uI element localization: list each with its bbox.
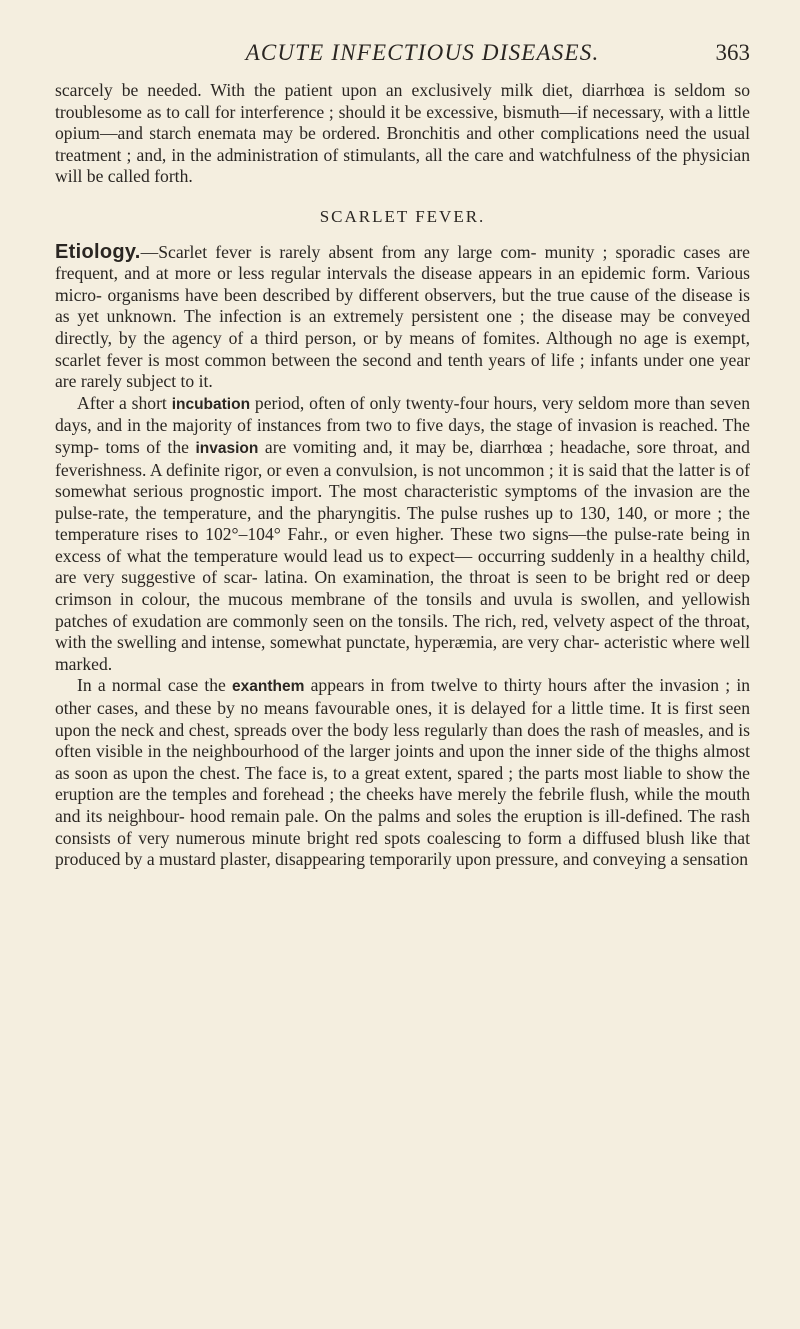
invasion-term: invasion [195, 439, 259, 457]
etiology-text: —Scarlet fever is rarely absent from any large com- munity ; sporadic cases are frequent, and at more or less regular intervals the disease appears in an epidemic form. Various micro- organisms have been described by different observers, but the true cause of the disease is as yet unknown. The infection is an extremely persistent one ; the disease may be conveyed directly, by the agency of a third person, or by means of fomites. Although no age is exempt, scarlet fever is most common between the second and tenth years of life ; infants under one year are rarely subject to it. [55, 241, 750, 392]
incubation-term: incubation [171, 395, 251, 413]
exanthem-text-after: appears in from twelve to thirty hours after the invasion ; in other cases, and these by no means favourable ones, it is delayed for a little time. It is first seen upon the neck and chest, spreads over the body less regularly than does the rash of measles, and is often visible in the neighbourhood of the larger joints and upon the inner side of the thighs almost as soon as upon the chest. The face is, to a great extent, spared ; the parts most liable to show the eruption are the temples and forehead ; the cheeks have merely the febrile flush, while the mouth and its neighbour- hood remain pale. On the palms and soles the eruption is ill-defined. The rash consists of very numerous minute bright red spots coalescing to form a diffused blush like that produced by a mustard plaster, disappearing temporarily upon pressure, and conveying a sensation [55, 675, 750, 870]
incubation-paragraph [55, 393, 750, 676]
exanthem-term: exanthem [232, 678, 305, 696]
etiology-label: Etiology. [55, 240, 141, 263]
incubation-text-middle: period, often of only twenty-four hours, very seldom more than seven days, and in the majority of instances from two to five days, the stage of invasion is reached. The symp- toms of the [55, 392, 751, 457]
body-text [55, 80, 750, 871]
exanthem-paragraph [55, 675, 750, 870]
page-number: 363 [715, 40, 750, 65]
incubation-text-after: are vomiting and, it may be, diarrhœa ; headache, sore throat, and feverishness. A definite rigor, or even a convulsion, is not uncommon ; it is said that the latter is of somewhat serious prognostic import. The most characteristic symptoms of the invasion are the pulse-rate, the temperature, and the pharyngitis. The pulse rushes up to 130, 140, or more ; the temperature rises to 102°–104° Fahr., or even higher. These two signs—the pulse-rate being in excess of what the temperature would lead us to expect— occurring suddenly in a healthy child, are very suggestive of scar- latina. On examination, the throat is seen to be bright red or deep crimson in colour, the mucous membrane of the tonsils and uvula is swollen, and yellowish patches of exudation are commonly seen on the tonsils. The rich, red, velvety aspect of the throat, with the swelling and intense, somewhat punctate, hyperæmia, are very char- acteristic where well marked. [55, 436, 750, 674]
running-head [55, 40, 750, 80]
etiology-paragraph [55, 242, 750, 393]
continued-paragraph: scarcely be needed. With the patient upon an exclusively milk diet, diarrhœa is seldom so troublesome as to call for interference ; should it be excessive, bismuth—if necessary, with a little opium—and starch enemata may be ordered. Bronchitis and other complications need the usual treatment ; and, in the administration of stimulants, all the care and watchfulness of the physician will be called forth. [55, 80, 750, 187]
exanthem-text-before: In a normal case the [77, 675, 233, 696]
section-heading: SCARLET FEVER. [319, 206, 486, 226]
incubation-text-before: After a short [77, 392, 172, 413]
running-title: ACUTE INFECTIOUS DISEASES. [245, 40, 600, 65]
